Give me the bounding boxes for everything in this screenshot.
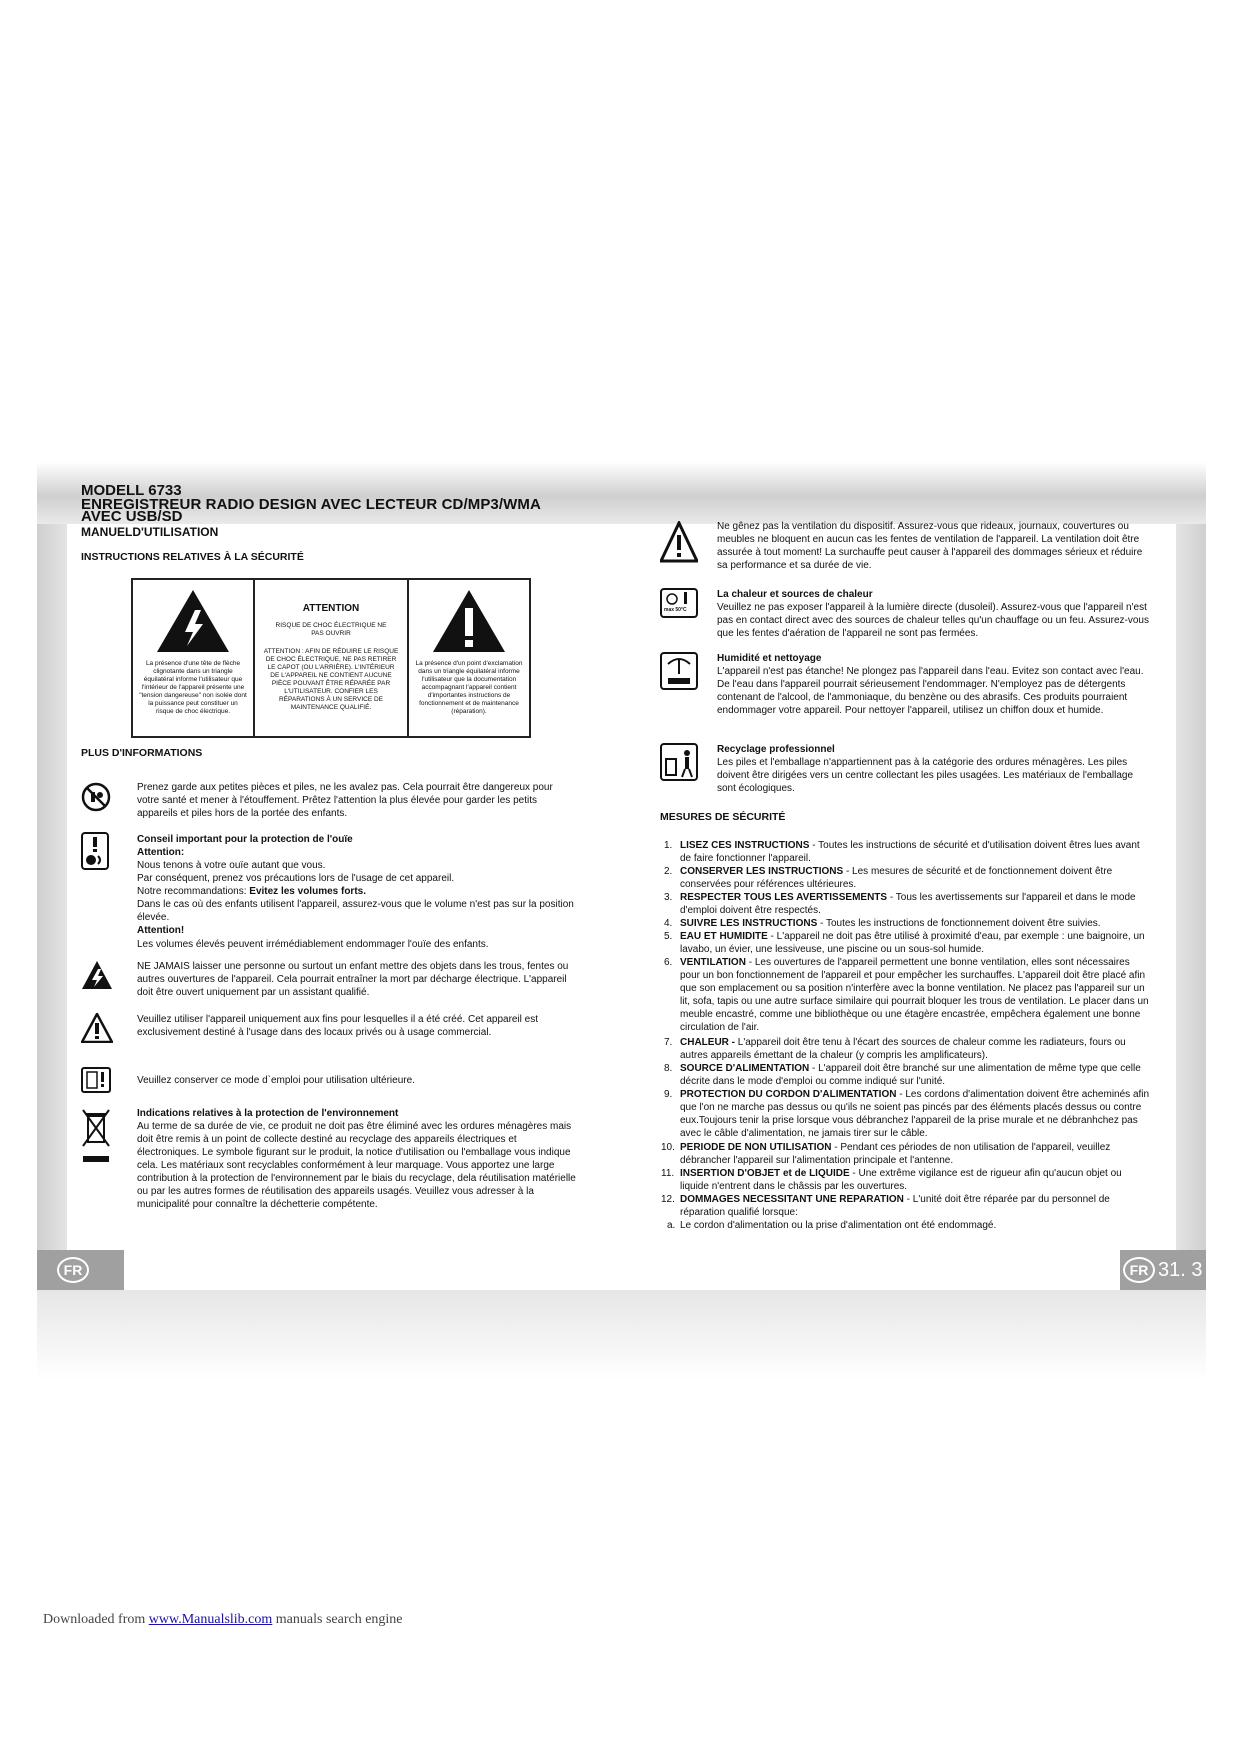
hearing-attention-1: Attention: [137, 847, 185, 858]
measure-number: 10. [661, 1142, 675, 1153]
warning-box-left [133, 580, 255, 736]
measure-number: 9. [664, 1089, 673, 1100]
shock-text: NE JAMAIS laisser une personne ou surtout un enfant mettre des objets dans les trous, fentes ou autres ouvertures de l'appareil. Cela pourrait entraîner la mort par décharge électrique. L'appareil doit être ouvert uniquement par un assistant qualifié. [137, 961, 569, 998]
measure-item-title: SOURCE D'ALIMENTATION [680, 1063, 810, 1074]
env-title: Indications relatives à la protection de l'environnement [137, 1108, 399, 1119]
electric-shock-icon [81, 960, 113, 990]
safety-heading: INSTRUCTIONS RELATIVES À LA SÉCURITÉ [81, 551, 304, 563]
measure-item-text: - L'appareil ne doit pas être utilisé à proximité d'eau, par exemple : une baignoire, un lavabo, un évier, une lessiveuse, une piscine ou un sous-sol humide. [680, 931, 1145, 955]
measure-item [680, 1167, 1150, 1193]
recycle-title: Recyclage professionnel [717, 744, 835, 755]
fr-badge-left: FR [57, 1257, 89, 1283]
warning-box-middle [255, 580, 409, 736]
hearing-line-3-emphasis: Evitez les volumes forts. [249, 886, 366, 897]
measure-number: 4. [664, 918, 673, 929]
hearing-title: Conseil important pour la protection de l'ouïe [137, 834, 353, 845]
measure-item [680, 1193, 1150, 1219]
heat-text: Veuillez ne pas exposer l'appareil à la lumière directe (dusoleil). Assurez-vous que l'appareil n'est pas en contact direct avec des sources de chaleur telles qu'un chauffage ou un feu. Assurez-vous que les fentes d'aération de l'appareil ne sont pas fermées. [717, 602, 1149, 639]
download-prefix: Downloaded from [43, 1612, 149, 1627]
measure-item [680, 1219, 1150, 1232]
measure-item [680, 1088, 1150, 1140]
measure-number: 1. [664, 840, 673, 851]
recycling-bin-icon [660, 743, 698, 781]
choking-hazard-icon [81, 782, 111, 812]
hearing-line-5: Les volumes élevés peuvent irrémédiablement endommager l'ouïe des enfants. [137, 939, 489, 950]
fr-badge-right: FR [1123, 1257, 1155, 1283]
hearing-line-4: Dans le cas où des enfants utilisent l'appareil, assurez-vous que le volume n'est pas sur la position élevée. [137, 899, 574, 923]
usage-text: Veuillez utiliser l'appareil uniquement aux fins pour lesquelles il a été créé. Cet appareil est exclusivement destiné à l'usage dans des locaux privés ou à usage commercial. [137, 1014, 539, 1038]
download-note [43, 1612, 403, 1628]
measure-item-text: - Toutes les instructions de fonctionnement doivent être suivies. [817, 918, 1101, 929]
manual-book-icon [81, 1067, 111, 1093]
exclamation-explanation: La présence d'un point d'exclamation dans un triangle équilatéral informe l'utilisateur que la documentation accompagnant l'appareil contient d'importantes instructions de fonctionnement et de maintenance (réparation). [415, 660, 523, 715]
humidity-cleaning-icon [660, 652, 698, 690]
hearing-line-3 [137, 885, 366, 898]
attention-subtitle: RISQUE DE CHOC ÉLECTRIQUE NE PAS OUVRIR [275, 622, 387, 637]
model-title: MODELL 6733 [81, 482, 182, 499]
manual-title: MANUELD'UTILISATION [81, 525, 219, 539]
measure-item-title: VENTILATION [680, 957, 746, 968]
lightning-triangle-icon [155, 588, 231, 654]
weee-bin-icon [81, 1108, 111, 1168]
hearing-attention-2: Attention! [137, 925, 185, 936]
measure-number: a. [667, 1220, 676, 1231]
attention-title: ATTENTION [302, 603, 360, 614]
measure-number: 3. [664, 892, 673, 903]
page-number: 31. 3 [1158, 1259, 1203, 1281]
hearing-line-2: Par conséquent, prenez vos précautions lors de l'usage de cet appareil. [137, 873, 455, 884]
measure-item-text: - L'appareil doit être branché sur une alimentation de même type que celle décrite dans le mode d'emploi ou comme indiqué sur l'unité. [680, 1063, 1141, 1087]
lower-fade-band [37, 1290, 1206, 1380]
measure-item [680, 1141, 1150, 1167]
measure-item-title: RESPECTER TOUS LES AVERTISSEMENTS [680, 892, 888, 903]
product-title-line1: ENREGISTREUR RADIO DESIGN AVEC LECTEUR CD/MP3/WMA [81, 496, 541, 513]
measure-number: 2. [664, 866, 673, 877]
product-title-line2: AVEC USB/SD [81, 508, 183, 525]
manualslib-link[interactable]: www.Manualslib.com [148, 1612, 273, 1627]
more-info-heading: PLUS D'INFORMATIONS [81, 747, 203, 759]
measure-item-title: CHALEUR - [680, 1037, 735, 1048]
measure-item-title: PROTECTION DU CORDON D'ALIMENTATION [680, 1089, 897, 1100]
measure-item-title: DOMMAGES NECESSITANT UNE REPARATION [680, 1194, 904, 1205]
measure-item-title: SUIVRE LES INSTRUCTIONS [680, 918, 818, 929]
measures-heading: MESURES DE SÉCURITÉ [660, 811, 786, 823]
heat-source-icon [660, 588, 698, 618]
measure-item-text: - Tous les avertissements sur l'appareil et dans le mode d'emploi doivent être respectés. [680, 892, 1136, 916]
footer-right-block [1120, 1250, 1206, 1290]
right-side-band [1176, 524, 1206, 1260]
warning-triangle-icon [81, 1013, 113, 1043]
choke-text: Prenez garde aux petites pièces et piles, ne les avalez pas. Cela pourrait être dangereux pour votre santé et mener à l'étouffement. Prêtez l'attention la plus élevée pour garder les petits appareils et piles hors de la portée des enfants. [137, 782, 553, 819]
keep-manual-text: Veuillez conserver ce mode d`emploi pour utilisation ultérieure. [137, 1075, 415, 1086]
measure-item [680, 865, 1150, 891]
humidity-title: Humidité et nettoyage [717, 653, 822, 664]
measure-item-text: - Toutes les instructions de sécurité et d'utilisation doivent êtres lues avant de faire fonctionner l'appareil. [680, 840, 1140, 864]
ventilation-text: Ne gênez pas la ventilation du dispositif. Assurez-vous que rideaux, journaux, couvertures ou meubles ne bloquent en aucun cas les fentes de ventilation de l'appareil. La ventilation doit être assurée à tout moment! La surchauffe peut causer à l'appareil des dommages sérieux et réduire sa performance et sa durée de vie. [717, 521, 1143, 571]
measure-item [680, 956, 1150, 1034]
measure-item [680, 1062, 1150, 1088]
measure-item-text: - Les ouvertures de l'appareil permettent une bonne ventilation, elles sont nécessaires pour un bon fonctionnement de l'appareil et pour empêcher les surchauffes. L'appareil doit être placé afin que son emplacement ou sa position n'interfère avec la bonne ventilation. Ne placez pas l'appareil sur un lit, sofa, tapis ou une autre surface similaire qui pourrait bloquer les trous de ventilation. Le placer dans un meuble encastré, comme une bibliothèque ou une étagère encastrée, empêchera également une bonne circulation de l'air. [680, 957, 1149, 1033]
measure-item-text: - Une extrême vigilance est de rigueur afin qu'aucun objet ou liquide n'entrent dans le châssis par les ouvertures. [680, 1168, 1122, 1192]
env-text: Au terme de sa durée de vie, ce produit ne doit pas être éliminé avec les ordures ménagères mais doit être remis à un point de collecte destiné au recyclage des appareils électriques et électroniques. Le symbole figurant sur le produit, la notice d'utilisation ou l'emballage vous indique cela. Les matériaux sont recyclables conformément à leur marquage. Vous apportez une large contribution à la protection de l'environnement par le biais du recyclage, dela réutilisation matérielle ou par les autres formes de réutilisation des appareils usagés. Veuillez vous adresser à la municipalité pour connaître la déchetterie compétente. [137, 1121, 576, 1210]
measure-item [680, 1036, 1150, 1062]
measure-number: 12. [661, 1194, 675, 1205]
recycle-text: Les piles et l'emballage n'appartiennent pas à la catégorie des ordures ménagères. Les piles doivent être dirigées vers un centre collectant les piles usagées. Les matériaux de l'emballage sont écologiques. [717, 757, 1134, 794]
hearing-line-3-prefix: Notre recommandations: [137, 886, 250, 897]
measure-number: 7. [664, 1037, 673, 1048]
warning-box [131, 578, 531, 738]
humidity-text: L'appareil n'est pas étanche! Ne plongez pas l'appareil dans l'eau. Evitez son contact avec l'eau. De l'eau dans l'appareil pourrait sérieusement l'endommager. N'employez pas de détergents contenant de l'alcool, de l'ammoniaque, du benzène ou des abrasifs. Ces produits pourraient endommager votre appareil. Pour nettoyer l'appareil, utilisez un chiffon doux et humide. [717, 666, 1144, 716]
measure-item-text: - Les cordons d'alimentation doivent être acheminés afin que l'on ne marche pas dessus ou qu'ils ne soient pas pincés par des éléments placés dessus ou contre eux.Toujours tenir la prise lorsque vous débranchez l'appareil de la prise murale et ne débranhchez pas avec le câble d'alimentation, ne jamais tirer sur le câble. [680, 1089, 1150, 1139]
download-suffix: manuals search engine [272, 1612, 403, 1627]
measure-item-text: L'appareil doit être tenu à l'écart des sources de chaleur comme les radiateurs, fours ou autres appareils émettant de la chaleur (y compris les amplificateurs). [680, 1037, 1126, 1061]
ventilation-warning-icon [660, 521, 698, 563]
left-side-band [37, 524, 67, 1260]
measure-item-text: Le cordon d'alimentation ou la prise d'alimentation ont été endommagé. [680, 1220, 997, 1231]
measure-item-text: - Pendant ces périodes de non utilisation de l'appareil, veuillez débrancher l'appareil sur l'alimentation principale et l'antenne. [680, 1142, 1111, 1166]
exclamation-triangle-icon [431, 588, 507, 654]
measure-item-title: INSERTION D'OBJET et de LIQUIDE [680, 1168, 850, 1179]
measure-item [680, 839, 1150, 865]
measure-item-text: - L'unité doit être réparée par du personnel de réparation qualifié lorsque: [680, 1194, 1110, 1218]
attention-text: ATTENTION : AFIN DE RÉDUIRE LE RISQUE DE CHOC ÉLECTRIQUE, NE PAS RETIRER LE CAPOT (OU L'ARRIÈRE). L'INTÉRIEUR DE L'APPAREIL NE CONTIENT AUCUNE PIÈCE POUVANT ÊTRE RÉPARÉE PAR L'UTILISATEUR. CONFIER LES RÉPARATIONS À UN SERVICE DE MAINTENANCE QUALIFIÉ. [263, 648, 399, 711]
measure-item [680, 891, 1150, 917]
measure-item-title: LISEZ CES INSTRUCTIONS [680, 840, 810, 851]
hearing-line-1: Nous tenons à votre ouïe autant que vous. [137, 860, 326, 871]
measure-number: 8. [664, 1063, 673, 1074]
measure-number: 11. [661, 1168, 675, 1179]
heat-icon-label: max 50°C [664, 607, 687, 613]
lightning-explanation: La présence d'une tête de flèche clignotante dans un triangle équilatéral informe l'utilisateur que l'intérieur de l'appareil présente une "tension dangereuse" non isolée dont la puissance peut constituer un risque de choc électrique. [139, 660, 247, 715]
measure-item-text: - Les mesures de sécurité et de fonctionnement doivent être conservées pour références ultérieures. [680, 866, 1113, 890]
hearing-warning-icon [81, 832, 109, 870]
measure-item [680, 917, 1150, 930]
measure-item-title: CONSERVER LES INSTRUCTIONS [680, 866, 844, 877]
footer-left-block [37, 1250, 124, 1290]
measure-item-title: PERIODE DE NON UTILISATION [680, 1142, 832, 1153]
measure-item-title: EAU ET HUMIDITE [680, 931, 768, 942]
warning-box-right [409, 580, 529, 736]
measure-number: 6. [664, 957, 673, 968]
measure-number: 5. [664, 931, 673, 942]
measure-item [680, 930, 1150, 956]
header-band [37, 462, 1206, 524]
heat-title: La chaleur et sources de chaleur [717, 589, 873, 600]
